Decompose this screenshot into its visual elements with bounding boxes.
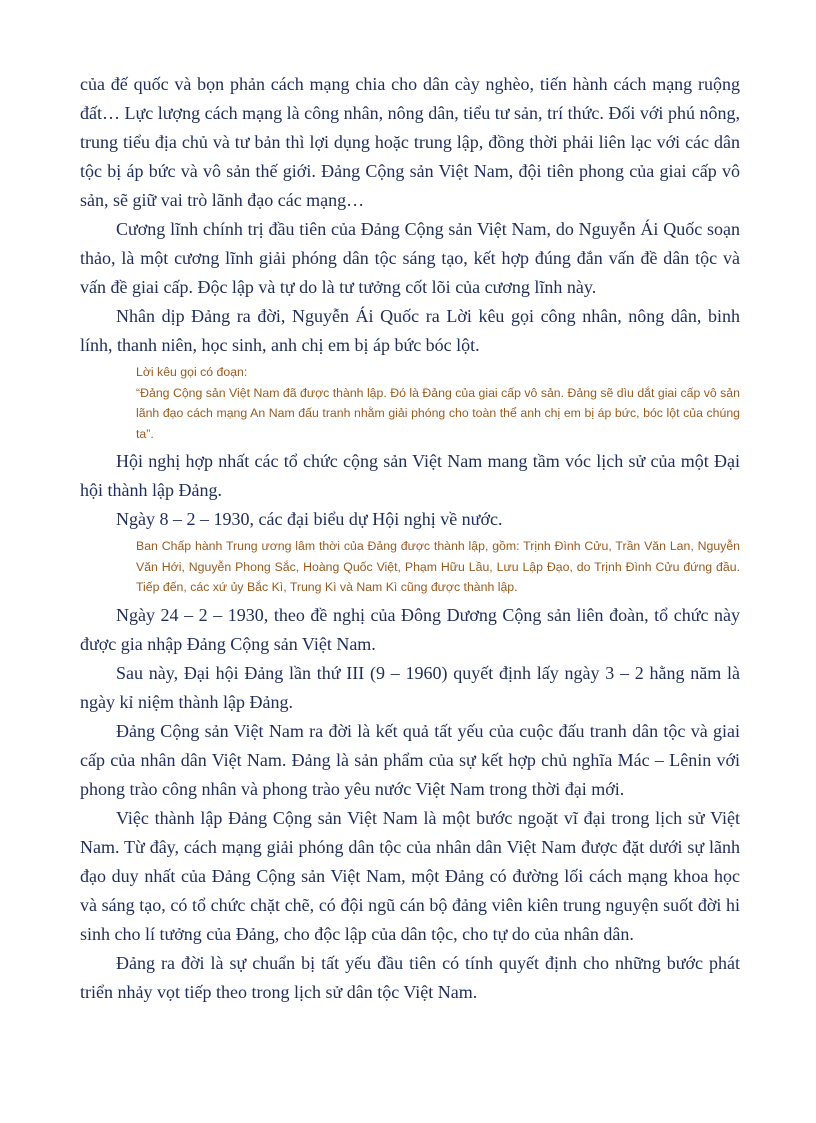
paragraph-indochina-league: Ngày 24 – 2 – 1930, theo đề nghị của Đông Dương Cộng sản liên đoàn, tổ chức này được gia nhập Đảng Cộng sản Việt Nam. bbox=[80, 604, 740, 654]
paragraph-anniversary: Sau này, Đại hội Đảng lần thứ III (9 – 1960) quyết định lấy ngày 3 – 2 hằng năm là ngày kỉ niệm thành lập Đảng. bbox=[80, 662, 740, 712]
note-central-committee bbox=[136, 536, 740, 598]
paragraph-turning-point: Việc thành lập Đảng Cộng sản Việt Nam là một bước ngoặt vĩ đại trong lịch sử Việt Nam. Từ đây, cách mạng giải phóng dân tộc của nhân dân Việt Nam được đặt dưới sự lãnh đạo duy nhất của Đảng Cộng sản Việt Nam, một Đảng có đường lối cách mạng khoa học và sáng tạo, có tổ chức chặt chẽ, có đội ngũ cán bộ đảng viên kiên trung nguyện suốt đời hi sinh cho lí tưởng của Đảng, cho độc lập của dân tộc, cho tự do của nhân dân. bbox=[80, 807, 740, 944]
paragraph-inevitable-result: Đảng Cộng sản Việt Nam ra đời là kết quả tất yếu của cuộc đấu tranh dân tộc và giai cấp của nhân dân Việt Nam. Đảng là sản phẩm của sự kết hợp chủ nghĩa Mác – Lênin với phong trào công nhân và phong trào yêu nước Việt Nam trong thời đại mới. bbox=[80, 720, 740, 799]
document-page bbox=[80, 70, 740, 1007]
paragraph-political-platform: Cương lĩnh chính trị đầu tiên của Đảng Cộng sản Việt Nam, do Nguyễn Ái Quốc soạn thảo, là một cương lĩnh giải phóng dân tộc sáng tạo, kết hợp đúng đắn vấn đề dân tộc và vấn đề giai cấp. Độc lập và tự do là tư tưởng cốt lõi của cương lĩnh này. bbox=[80, 219, 740, 297]
note-appeal-quote: “Đảng Cộng sản Việt Nam đã được thành lập. Đó là Đảng của giai cấp vô sản. Đảng sẽ dìu dắt giai cấp vô sản lãnh đạo cách mạng An Nam đấu tranh nhằm giải phóng cho toàn thể anh chị em bị áp bức, bóc lột của chúng ta”. bbox=[136, 385, 740, 441]
paragraph-preparation: Đảng ra đời là sự chuẩn bị tất yếu đầu tiên có tính quyết định cho những bước phát triển nhảy vọt tiếp theo trong lịch sử dân tộc Việt Nam. bbox=[80, 952, 740, 1002]
paragraph-appeal: Nhân dịp Đảng ra đời, Nguyễn Ái Quốc ra Lời kêu gọi công nhân, nông dân, binh lính, thanh niên, học sinh, anh chị em bị áp bức bóc lột. bbox=[80, 306, 740, 355]
note-central-committee-text: Ban Chấp hành Trung ương lâm thời của Đảng được thành lập, gồm: Trịnh Đình Cửu, Trần Văn Lan, Nguyễn Văn Hới, Nguyễn Phong Sắc, Hoàng Quốc Việt, Phạm Hữu Lầu, Lưu Lập Đạo, do Trịnh Đình Cửu đứng đầu. Tiếp đến, các xứ ủy Bắc Kì, Trung Kì và Nam Kì cũng được thành lập. bbox=[136, 539, 740, 594]
paragraph-unification-conference: Hội nghị hợp nhất các tổ chức cộng sản Việt Nam mang tầm vóc lịch sử của một Đại hội thành lập Đảng. bbox=[80, 451, 740, 500]
paragraph-delegates-return: Ngày 8 – 2 – 1930, các đại biểu dự Hội nghị về nước. bbox=[116, 509, 503, 529]
note-appeal-excerpt bbox=[136, 362, 740, 444]
paragraph-platform-continued: của đế quốc và bọn phản cách mạng chia cho dân cày nghèo, tiến hành cách mạng ruộng đất… Lực lượng cách mạng là công nhân, nông dân, tiểu tư sản, trí thức. Đối với phú nông, trung tiểu địa chủ và tư bản thì lợi dụng hoặc trung lập, đồng thời phải liên lạc với các dân tộc bị áp bức và vô sản thế giới. Đảng Cộng sản Việt Nam, đội tiên phong của giai cấp vô sản, sẽ giữ vai trò lãnh đạo các mạng… bbox=[80, 74, 740, 210]
note-appeal-heading: Lời kêu gọi có đoạn: bbox=[136, 365, 248, 379]
